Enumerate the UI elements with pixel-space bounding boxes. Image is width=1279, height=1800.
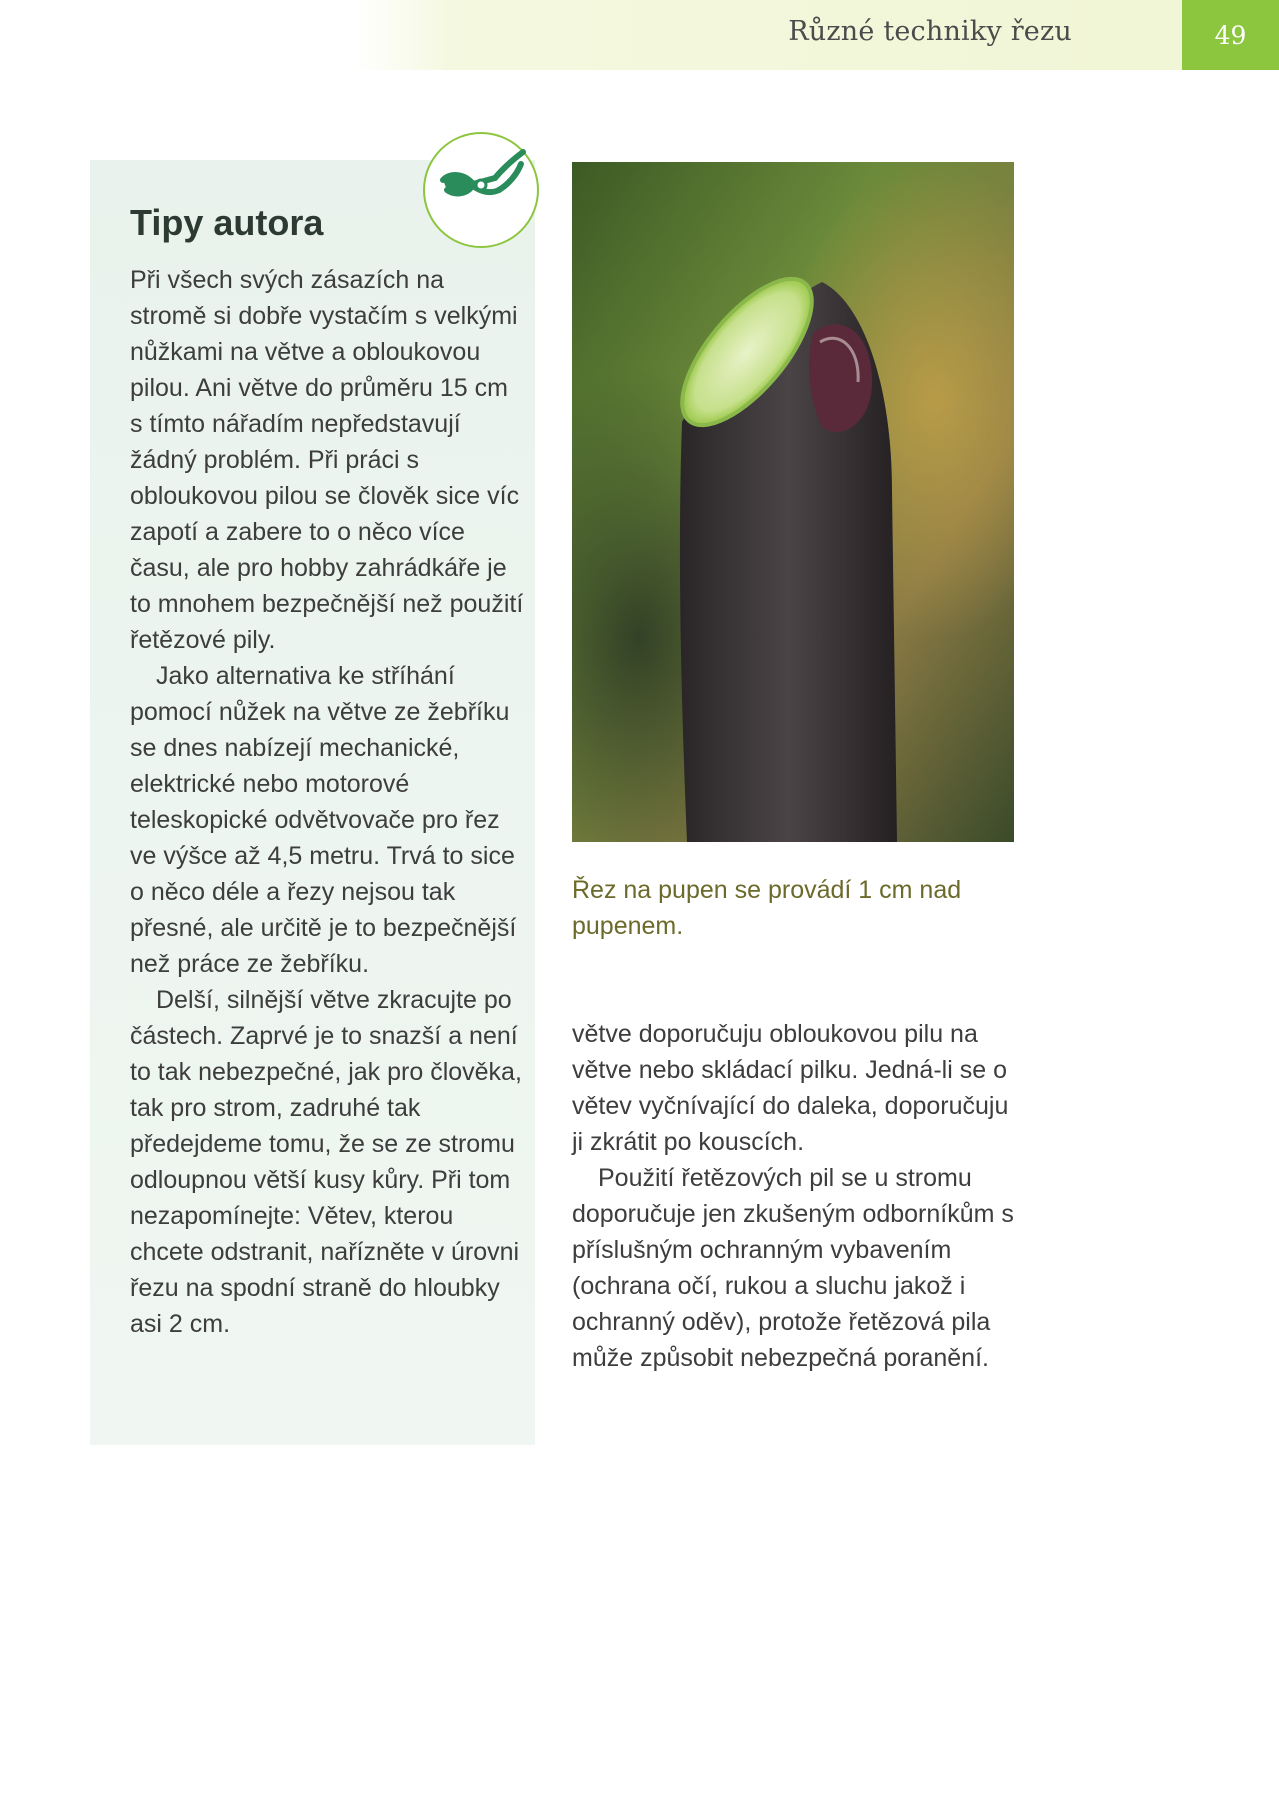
tip-paragraph: Delší, silnější větve zkracujte po částech. Zaprvé je to snazší a není to tak nebezpečné, jak pro člověka, tak pro strom, zadruhé tak předejdeme tomu, že se ze stromu odloupnou větší kusy kůry. Při tom nezapomínejte: Větev, kterou chcete odstranit, nařízněte v úrovni řezu na spodní straně do hloubky asi 2 cm. <box>130 986 522 1338</box>
running-header-title: Různé techniky řezu <box>788 16 1072 47</box>
branch-stub-illustration <box>572 162 1014 842</box>
body-text <box>572 1016 1022 1376</box>
bud-cut-photo <box>572 162 1014 842</box>
tip-text <box>130 262 525 1342</box>
tip-paragraph: Při všech svých zásazích na stromě si dobře vystačím s velkými nůžkami na větve a obloukovou pilou. Ani větve do průměru 15 cm s tímto nářadím nepředstavují žádný problém. Při práci s obloukovou pilou se člověk sice víc zapotí a zabere to o něco více času, ale pro hobby zahrádkáře je to mnohem bezpečnější než použití řetězové pily. <box>130 266 524 654</box>
tip-title: Tipy autora <box>130 202 324 243</box>
page-number: 49 <box>1214 20 1247 50</box>
body-paragraph: Použití řetězových pil se u stromu doporučuje jen zkušeným odborníkům s příslušným ochranným vybavením (ochrana očí, rukou a sluchu jakož i ochranný oděv), protože řetězová pila může způsobit nebezpečná poranění. <box>572 1164 1014 1372</box>
pruning-shears-icon <box>425 134 537 246</box>
running-header <box>354 0 1182 70</box>
body-paragraph: větve doporučuju obloukovou pilu na větve nebo skládací pilku. Jedná-li se o větev vyčnívající do daleka, doporučuju ji zkrátit po kouscích. <box>572 1020 1009 1156</box>
tip-badge <box>423 132 539 248</box>
photo-caption: Řez na pupen se provádí 1 cm nad pupenem. <box>572 876 962 940</box>
tip-paragraph: Jako alternativa ke stříhání pomocí nůžek na větve ze žebříku se dnes nabízejí mechanické, elektrické nebo motorové teleskopické odvětvovače pro řez ve výšce až 4,5 metru. Trvá to sice o něco déle a řezy nejsou tak přesné, ale určitě je to bezpečnější než práce ze žebříku. <box>130 662 517 978</box>
page-number-tab <box>1182 0 1279 70</box>
